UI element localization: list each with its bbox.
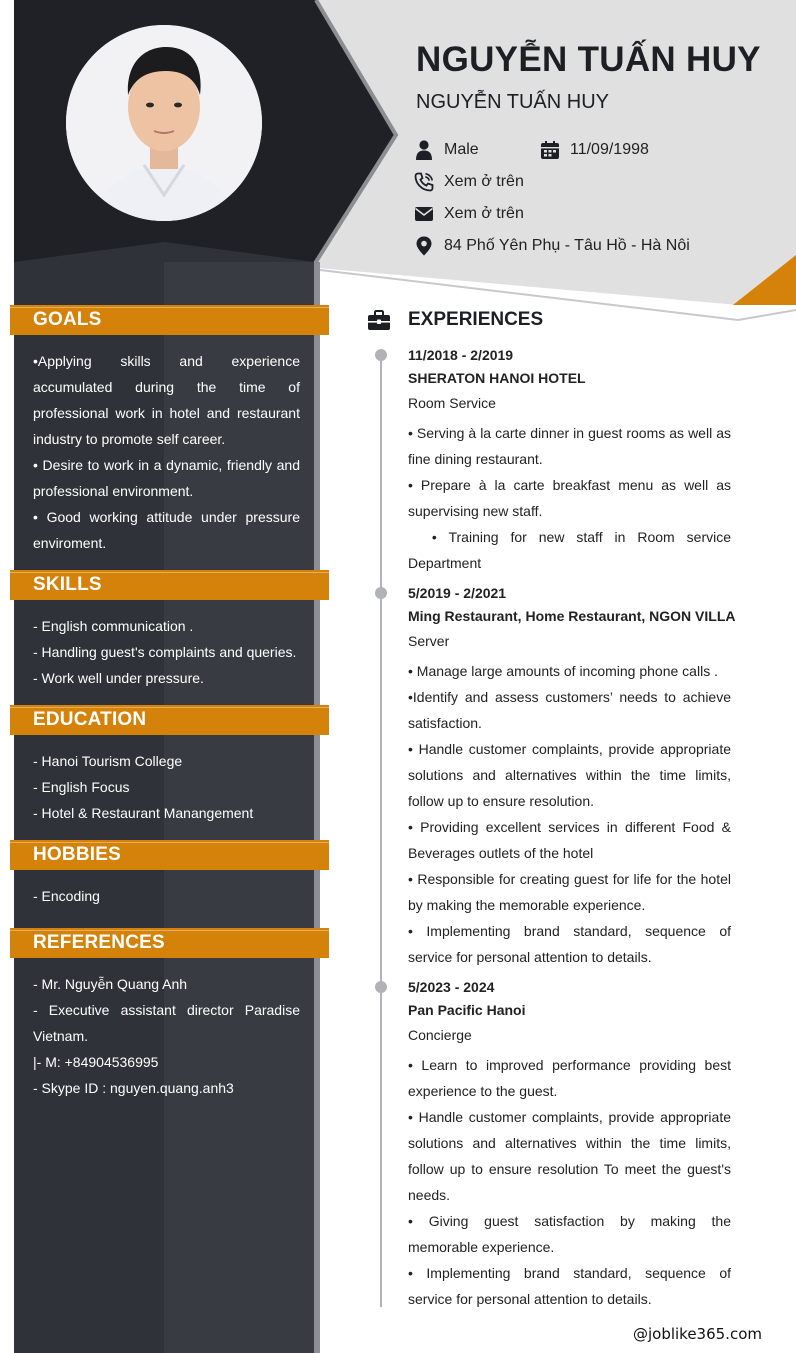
experiences-title: EXPERIENCES: [408, 309, 544, 330]
timeline-dot: [375, 349, 387, 361]
timeline-dot: [375, 981, 387, 993]
experience-company: SHERATON HANOI HOTEL: [408, 370, 586, 386]
hobbies-title: HOBBIES: [33, 844, 121, 865]
birthday-value: 11/09/1998: [570, 141, 649, 158]
skills-item: - English communication .: [33, 618, 194, 634]
experiences-header: [368, 309, 543, 331]
references-list: [33, 971, 300, 1101]
references-item: - Mr. Nguyễn Quang Anh: [33, 976, 188, 992]
skills-list: [33, 613, 300, 691]
experience-period: 5/2019 - 2/2021: [408, 585, 507, 601]
hobbies-header: [10, 840, 329, 870]
goals-item: • Good working attitude under pressure enviroment.: [33, 509, 300, 551]
watermark: @joblike365.com: [632, 1325, 762, 1343]
goals-item: •Applying skills and experience accumulated during the time of professional work in hotel and restaurant industry to promote self career.: [33, 353, 300, 447]
experience-bullet: • Handle customer complaints, provide appropriate solutions and alternatives within the time limits, follow up to ensure resolution To meet the guest's needs.: [408, 1109, 731, 1203]
gender-row: [414, 140, 479, 160]
phone-icon: [414, 172, 434, 192]
goals-title: GOALS: [33, 309, 102, 330]
experience-item: [408, 584, 736, 970]
birthday-row: [540, 140, 649, 160]
experience-bullet: • Manage large amounts of incoming phone calls .: [408, 663, 718, 679]
user-icon: [414, 140, 434, 160]
education-header: [10, 705, 329, 735]
experience-bullet: • Handle customer complaints, provide appropriate solutions and alternatives within the time limits, follow up to ensure resolution.: [408, 741, 731, 809]
email-value: Xem ở trên: [444, 205, 524, 222]
phone-value: Xem ở trên: [444, 173, 524, 190]
phone-row: [414, 172, 524, 192]
briefcase-icon: [368, 309, 390, 331]
experience-bullet: • Responsible for creating guest for life for the hotel by making the memorable experience.: [408, 871, 731, 913]
email-row: [414, 204, 524, 224]
candidate-subtitle: NGUYỄN TUẤN HUY: [416, 91, 609, 113]
experience-bullet: • Training for new staff in Room service Department: [408, 529, 735, 571]
profile-photo: [66, 25, 262, 221]
experience-bullet: • Implementing brand standard, sequence of service for personal attention to details.: [408, 1265, 731, 1307]
skills-header: [10, 570, 329, 600]
experience-bullet: • Serving à la carte dinner in guest rooms as well as fine dining restaurant.: [408, 425, 731, 467]
experience-period: 5/2023 - 2024: [408, 979, 495, 995]
goals-list: [33, 348, 300, 556]
skills-item: - Work well under pressure.: [33, 670, 204, 686]
goals-header: [10, 305, 329, 335]
map-pin-icon: [414, 236, 434, 256]
experience-role: Room Service: [408, 395, 496, 411]
education-title: EDUCATION: [33, 709, 147, 730]
references-item: |- M: +84904536995: [33, 1054, 159, 1070]
hobbies-list: [33, 883, 300, 909]
candidate-name: NGUYỄN TUẤN HUY: [416, 40, 761, 79]
experience-period: 11/2018 - 2/2019: [408, 347, 514, 363]
experience-bullet: • Learn to improved performance providing best experience to the guest.: [408, 1057, 731, 1099]
skills-title: SKILLS: [33, 574, 102, 595]
timeline-dot: [375, 587, 387, 599]
calendar-icon: [540, 140, 560, 160]
experience-role: Concierge: [408, 1027, 472, 1043]
education-item: - Hanoi Tourism College: [33, 753, 183, 769]
references-item: - Skype ID : nguyen.quang.anh3: [33, 1080, 234, 1096]
experience-bullet: • Prepare à la carte breakfast menu as well as supervising new staff.: [408, 477, 731, 519]
skills-item: - Handling guest's complaints and queries.: [33, 644, 297, 660]
references-item: - Executive assistant director Paradise Vietnam.: [33, 1002, 300, 1044]
experience-company: Ming Restaurant, Home Restaurant, NGON VILLA: [408, 608, 736, 624]
education-item: - Hotel & Restaurant Manangement: [33, 805, 254, 821]
hobbies-item: - Encoding: [33, 888, 100, 904]
envelope-icon: [414, 204, 434, 224]
gender-value: Male: [444, 141, 479, 158]
experience-company: Pan Pacific Hanoi: [408, 1002, 526, 1018]
experience-bullet: • Giving guest satisfaction by making the memorable experience.: [408, 1213, 731, 1255]
goals-item: • Desire to work in a dynamic, friendly and professional environment.: [33, 457, 300, 499]
experience-item: [408, 978, 731, 1312]
references-header: [10, 928, 329, 958]
experience-bullet: • Implementing brand standard, sequence of service for personal attention to details.: [408, 923, 731, 965]
education-item: - English Focus: [33, 779, 130, 795]
experience-role: Server: [408, 633, 450, 649]
references-title: REFERENCES: [33, 932, 165, 953]
experience-bullet: •Identify and assess customers’ needs to achieve satisfaction.: [408, 689, 731, 731]
address-row: [414, 236, 690, 256]
education-list: [33, 748, 300, 826]
experience-bullet: • Providing excellent services in different Food & Beverages outlets of the hotel: [408, 819, 731, 861]
experience-item: [408, 346, 735, 576]
timeline-line: [380, 355, 382, 1307]
address-value: 84 Phố Yên Phụ - Tâu Hồ - Hà Nôi: [444, 237, 690, 254]
